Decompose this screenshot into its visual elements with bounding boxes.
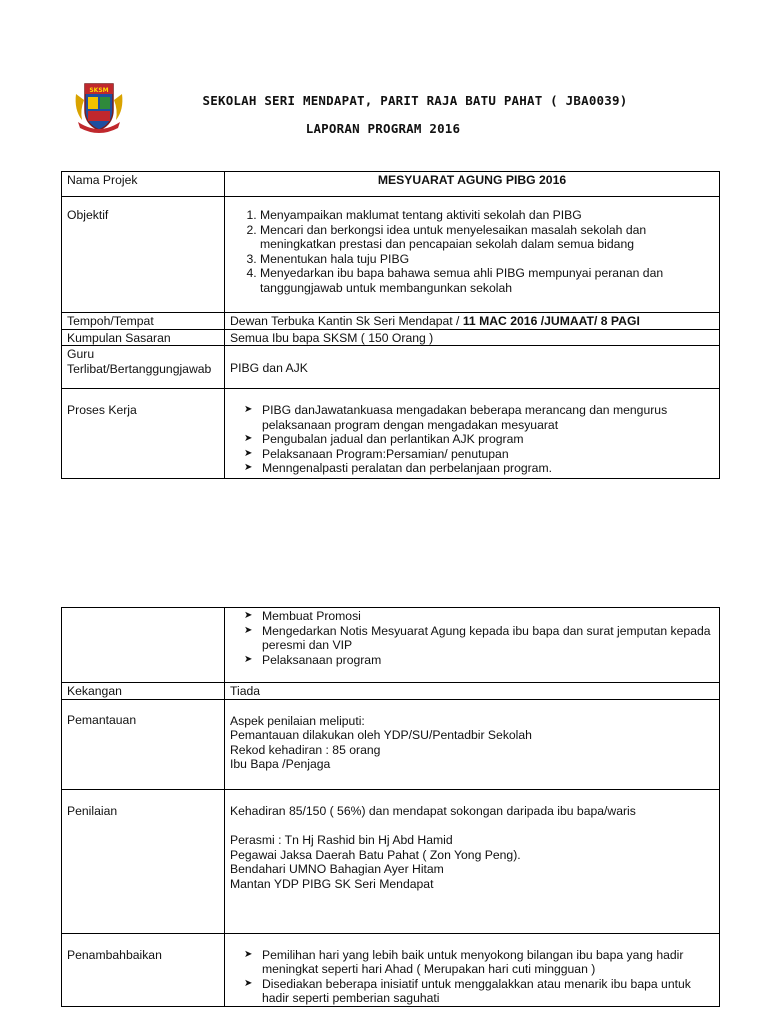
perasmi-line: Perasmi : Tn Hj Rashid bin Hj Abd Hamid xyxy=(230,833,453,847)
proses-item: ➤ PIBG danJawatankuasa mengadakan beberapa merancang dan mengurus pelaksanaan program dengan mengadakan mesyuarat xyxy=(244,403,714,432)
row-proses xyxy=(62,389,720,479)
proses-list xyxy=(230,403,714,476)
label-guru-line1: Guru xyxy=(67,347,95,361)
perasmi-line: Pegawai Jaksa Daerah Batu Pahat ( Zon Yong Peng). xyxy=(230,847,521,862)
report-title: LAPORAN PROGRAM 2016 xyxy=(305,121,461,136)
value-guru: PIBG dan AJK xyxy=(225,346,720,389)
pemantauan-line: Pemantauan dilakukan oleh YDP/SU/Pentadbir Sekolah xyxy=(230,728,532,742)
label-penilaian: Penilaian xyxy=(62,789,225,933)
proses-item: ➤ Membuat Promosi xyxy=(244,609,714,624)
proses-item: ➤ Pelaksanaan Program:Persamian/ penutupan xyxy=(244,447,714,462)
crest-lettering: SKSM xyxy=(89,87,109,94)
value-proses xyxy=(225,389,720,479)
penambahbaikan-item: ➤ Pemilihan hari yang lebih baik untuk menyokong bilangan ibu bapa yang hadir meningkat seperti hari Ahad ( Merupakan hari cuti mingguan ) xyxy=(244,948,714,977)
label-empty xyxy=(62,608,225,683)
label-guru xyxy=(62,346,225,389)
label-tempoh: Tempoh/Tempat xyxy=(62,313,225,330)
value-kumpulan: Semua Ibu bapa SKSM ( 150 Orang ) xyxy=(225,329,720,346)
label-nama-projek: Nama Projek xyxy=(62,172,225,197)
pemantauan-line: Ibu Bapa /Penjaga xyxy=(230,757,331,771)
value-penilaian xyxy=(225,789,720,933)
spacer xyxy=(230,818,714,833)
row-nama-projek xyxy=(62,172,720,197)
report-table-page2 xyxy=(61,607,720,1007)
school-title: SEKOLAH SERI MENDAPAT, PARIT RAJA BATU PAHAT ( JBA0039) xyxy=(202,93,628,108)
objektif-item: 3. Menentukan hala tuju PIBG xyxy=(260,252,714,267)
row-proses-cont xyxy=(62,608,720,683)
row-guru xyxy=(62,346,720,389)
penambahbaikan-item: ➤ Disediakan beberapa inisiatif untuk menggalakkan atau menarik ibu bapa untuk hadir seperti pemberian saguhati xyxy=(244,977,714,1006)
value-objektif xyxy=(225,197,720,313)
row-kekangan xyxy=(62,683,720,700)
label-penambahbaikan: Penambahbaikan xyxy=(62,933,225,1006)
proses-item: ➤ Pengubalan jadual dan perlantikan AJK program xyxy=(244,432,714,447)
row-objektif xyxy=(62,197,720,313)
objektif-item: 2. Mencari dan berkongsi idea untuk menyelesaikan masalah sekolah dan meningkatkan prestasi dan pencapaian sekolah dalam semua bidang xyxy=(260,223,714,252)
pemantauan-line: Aspek penilaian meliputi: xyxy=(230,713,365,728)
value-nama-projek: MESYUARAT AGUNG PIBG 2016 xyxy=(225,172,720,197)
tempoh-date: 11 MAC 2016 /JUMAAT/ 8 PAGI xyxy=(462,314,640,328)
penilaian-kehadiran: Kehadiran 85/150 ( 56%) dan mendapat sokongan daripada ibu bapa/waris xyxy=(230,803,636,818)
label-kumpulan: Kumpulan Sasaran xyxy=(62,329,225,346)
row-kumpulan xyxy=(62,329,720,346)
label-kekangan: Kekangan xyxy=(62,683,225,700)
tempoh-venue: Dewan Terbuka Kantin Sk Seri Mendapat / xyxy=(230,314,463,328)
row-penambahbaikan xyxy=(62,933,720,1006)
objektif-list xyxy=(230,208,714,295)
proses-item: ➤ Menngenalpasti peralatan dan perbelanjaan program. xyxy=(244,461,714,476)
row-tempoh xyxy=(62,313,720,330)
perasmi-line: Mantan YDP PIBG SK Seri Mendapat xyxy=(230,876,434,891)
proses-item: ➤ Pelaksanaan program xyxy=(244,653,714,668)
report-table-page1 xyxy=(61,171,720,479)
label-guru-line2: Terlibat/Bertanggungjawab xyxy=(67,361,212,376)
label-objektif: Objektif xyxy=(62,197,225,313)
proses-cont-list xyxy=(230,609,714,667)
value-proses-cont xyxy=(225,608,720,683)
penambahbaikan-list xyxy=(230,948,714,1006)
value-kekangan: Tiada xyxy=(225,683,720,700)
proses-item: ➤ Mengedarkan Notis Mesyuarat Agung kepada ibu bapa dan surat jemputan kepada peresmi dan VIP xyxy=(244,624,714,653)
objektif-item: 4. Menyedarkan ibu bapa bahawa semua ahli PIBG mempunyai peranan dan tanggungjawab untuk membangunkan sekolah xyxy=(260,266,714,295)
label-proses: Proses Kerja xyxy=(62,389,225,479)
pemantauan-line: Rekod kehadiran : 85 orang xyxy=(230,742,381,757)
perasmi-line: Bendahari UMNO Bahagian Ayer Hitam xyxy=(230,862,444,876)
label-pemantauan: Pemantauan xyxy=(62,699,225,789)
value-penambahbaikan xyxy=(225,933,720,1006)
value-tempoh xyxy=(225,313,720,330)
row-penilaian xyxy=(62,789,720,933)
objektif-item: 1. Menyampaikan maklumat tentang aktiviti sekolah dan PIBG xyxy=(260,208,714,223)
row-pemantauan xyxy=(62,699,720,789)
value-pemantauan xyxy=(225,699,720,789)
